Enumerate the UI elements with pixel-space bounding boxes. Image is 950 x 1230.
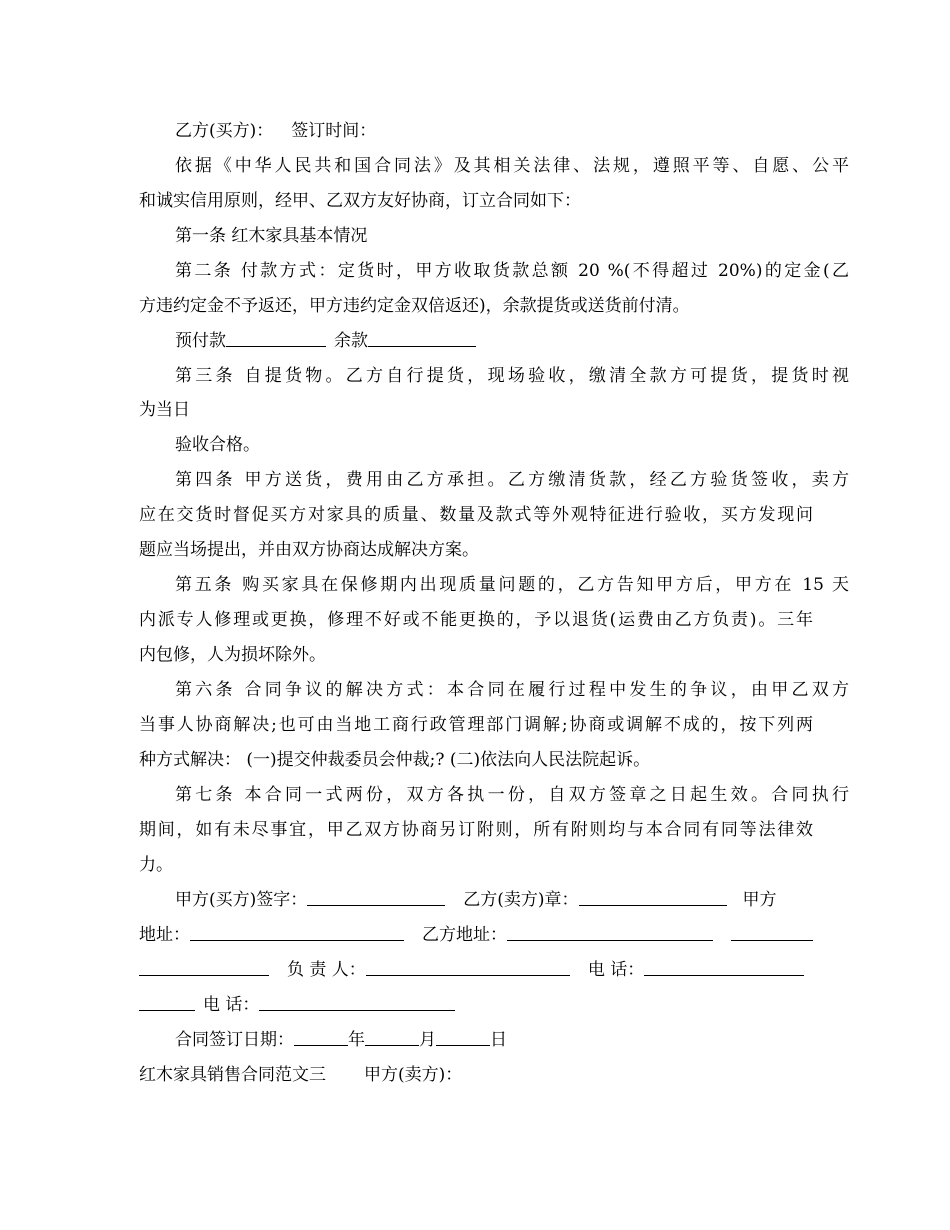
party-b-address-label: 乙方地址： <box>422 925 507 945</box>
next-party-a-label: 甲方(卖方)： <box>364 1065 463 1085</box>
balance-blank[interactable] <box>368 328 476 347</box>
month-blank[interactable] <box>365 1027 419 1046</box>
payment-line <box>139 328 849 354</box>
signature-line <box>139 887 849 913</box>
article-2-line: 第二条 付款方式：定货时，甲方收取货款总额 20 %(不得超过 20%)的定金(乙 <box>175 261 849 281</box>
article-6-line: 种方式解决： (一)提交仲裁委员会仲裁;? (二)依法向人民法院起诉。 <box>139 750 651 770</box>
article-6-line: 第六条 合同争议的解决方式：本合同在履行过程中发生的争议，由甲乙双方 <box>175 680 849 700</box>
article-3-line: 为当日 <box>139 400 190 420</box>
article-7-line: 力。 <box>139 855 173 875</box>
phone-blank[interactable] <box>644 957 804 976</box>
article-5-line: 内包修，人为损坏除外。 <box>139 645 326 665</box>
balance-label: 余款 <box>334 331 368 351</box>
address-label: 地址： <box>139 925 190 945</box>
address-extra-blank[interactable] <box>731 922 813 941</box>
article-7-line: 期间，如有未尽事宜，甲乙双方协商另订附则，所有附则均与本合同有同等法律效 <box>139 820 813 840</box>
article-5-line: 内派专人修理或更换，修理不好或不能更换的，予以退货(运费由乙方负责)。三年 <box>139 610 813 630</box>
intro-line: 依据《中华人民共和国合同法》及其相关法律、法规，遵照平等、自愿、公平 <box>175 156 849 176</box>
prepay-blank[interactable] <box>226 328 326 347</box>
phone2-label: 电 话： <box>203 995 260 1015</box>
date-line <box>139 1027 849 1053</box>
footer-line <box>139 1062 813 1088</box>
article-1: 第一条 红木家具基本情况 <box>175 226 368 246</box>
phone-cont-blank[interactable] <box>139 992 195 1011</box>
address-cont-blank[interactable] <box>139 957 269 976</box>
party-b-seal-blank[interactable] <box>579 887 727 906</box>
article-5-line: 第五条 购买家具在保修期内出现质量问题的，乙方告知甲方后，甲方在 15 天 <box>175 575 849 595</box>
month-label: 月 <box>419 1030 436 1050</box>
date-label: 合同签订日期： <box>175 1030 294 1050</box>
phone2-blank[interactable] <box>259 992 455 1011</box>
sign-time-label: 签订时间： <box>291 121 377 141</box>
day-blank[interactable] <box>436 1027 490 1046</box>
party-b-label: 乙方(买方)： <box>175 121 274 141</box>
phone-label: 电 话： <box>587 960 645 980</box>
year-label: 年 <box>348 1030 365 1050</box>
article-2-line: 方违约定金不予返还，甲方违约定金双倍返还)，余款提货或送货前付清。 <box>139 296 690 316</box>
article-4-line: 第四条 甲方送货，费用由乙方承担。乙方缴清货款，经乙方验货签收，卖方 <box>175 470 849 490</box>
phone-line <box>139 992 813 1018</box>
year-blank[interactable] <box>294 1027 348 1046</box>
prepay-label: 预付款 <box>175 331 226 351</box>
party-a-sign-blank[interactable] <box>307 887 445 906</box>
party-a-label: 甲方 <box>742 890 777 910</box>
responsible-line <box>139 957 813 983</box>
party-a-address-blank[interactable] <box>190 922 404 941</box>
article-3-line: 第三条 自提货物。乙方自行提货，现场验收，缴清全款方可提货，提货时视 <box>175 366 849 386</box>
address-line <box>139 922 813 948</box>
party-a-sign-label: 甲方(买方)签字： <box>175 890 308 910</box>
header-line <box>139 118 849 144</box>
day-label: 日 <box>490 1030 507 1050</box>
intro-line: 和诚实信用原则，经甲、乙双方友好协商，订立合同如下： <box>139 191 581 211</box>
responsible-label: 负 责 人： <box>287 960 366 980</box>
article-7-line: 第七条 本合同一式两份，双方各执一份，自双方签章之日起生效。合同执行 <box>175 785 849 805</box>
article-3-line: 验收合格。 <box>175 435 260 455</box>
article-6-line: 当事人协商解决;也可由当地工商行政管理部门调解;协商或调解不成的，按下列两 <box>139 715 813 735</box>
party-b-address-blank[interactable] <box>507 922 713 941</box>
next-contract-title: 红木家具销售合同范文三 <box>139 1065 326 1085</box>
party-b-seal-label: 乙方(卖方)章： <box>463 890 579 910</box>
article-4-line: 题应当场提出，并由双方协商达成解决方案。 <box>139 540 479 560</box>
article-4-line: 应在交货时督促买方对家具的质量、数量及款式等外观特征进行验收，买方发现问 <box>139 505 813 525</box>
responsible-blank[interactable] <box>366 957 570 976</box>
